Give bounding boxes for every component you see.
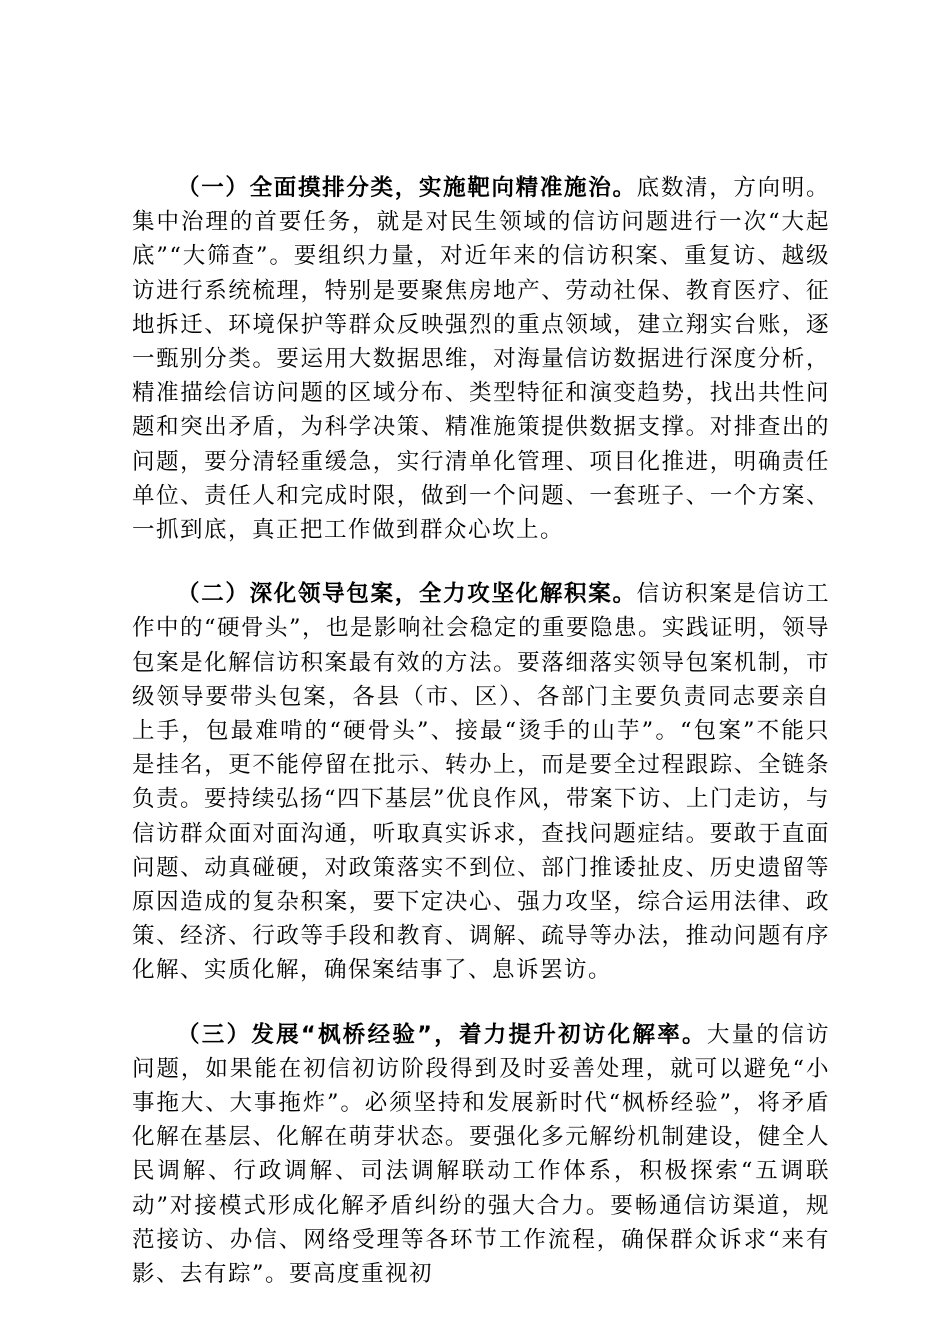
- section-heading-2: （二）深化领导包案，全力攻坚化解积案。: [177, 581, 637, 608]
- paragraph-body-3: 大量的信访问题，如果能在初信初访阶段得到及时妥善处理，就可以避免“小事拖大、大事拖炸”。必须坚持和发展新时代“枫桥经验”，将矛盾化解在基层、化解在萌芽状态。要强化多元解纷机制建设，健全人民调解、行政调解、司法调解联动工作体系，积极探索“五调联动”对接模式形成化解矛盾纠纷的强大合力。要畅通信访渠道，规范接访、办信、网络受理等各环节工作流程，确保群众诉求“来有影、去有踪”。要高度重视初: [132, 1021, 830, 1288]
- paragraph-2: [132, 577, 830, 987]
- paragraph-body-2: 信访积案是信访工作中的“硬骨头”，也是影响社会稳定的重要隐患。实践证明，领导包案是化解信访积案最有效的方法。要落细落实领导包案机制，市级领导要带头包案，各县（市、区）、各部门主要负责同志要亲自上手，包最难啃的“硬骨头”、接最“烫手的山芋”。“包案”不能只是挂名，更不能停留在批示、转办上，而是要全过程跟踪、全链条负责。要持续弘扬“四下基层”优良作风，带案下访、上门走访，与信访群众面对面沟通，听取真实诉求，查找问题症结。要敢于直面问题、动真碰硬，对政策落实不到位、部门推诿扯皮、历史遗留等原因造成的复杂积案，要下定决心、强力攻坚，综合运用法律、政策、经济、行政等手段和教育、调解、疏导等办法，推动问题有序化解、实质化解，确保案结事了、息诉罢访。: [132, 581, 831, 984]
- paragraph-3: [132, 1018, 830, 1292]
- section-heading-3: （三）发展“枫桥经验”，着力提升初访化解率。: [177, 1021, 707, 1048]
- document-page: [132, 171, 830, 1291]
- paragraph-body-1: 底数清，方向明。集中治理的首要任务，就是对民生领域的信访问题进行一次“大起底”“大筛查”。要组织力量，对近年来的信访积案、重复访、越级访进行系统梳理，特别是要聚焦房地产、劳动社保、教育医疗、征地拆迁、环境保护等群众反映强烈的重点领域，建立翔实台账，逐一甄别分类。要运用大数据思维，对海量信访数据进行深度分析，精准描绘信访问题的区域分布、类型特征和演变趋势，找出共性问题和突出矛盾，为科学决策、精准施策提供数据支撑。对排查出的问题，要分清轻重缓急，实行清单化管理、项目化推进，明确责任单位、责任人和完成时限，做到一个问题、一套班子、一个方案、一抓到底，真正把工作做到群众心坎上。: [132, 175, 830, 544]
- section-heading-1: （一）全面摸排分类，实施靶向精准施治。: [177, 175, 637, 201]
- paragraph-1: [132, 171, 830, 547]
